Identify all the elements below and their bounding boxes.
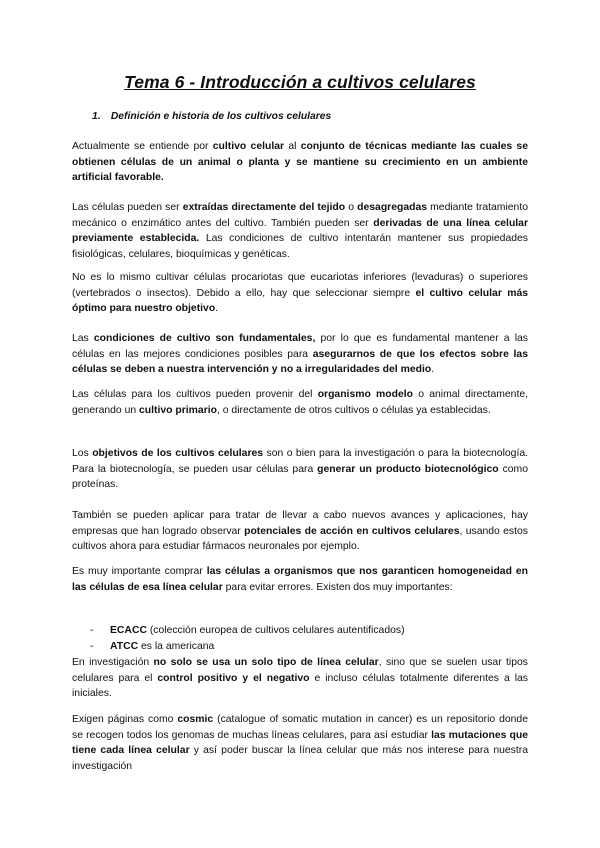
text: son o bien para la investigación o para la biotecnología. Para la biotecnología, se pueden usar células para bbox=[72, 448, 529, 475]
list-item bbox=[90, 623, 520, 639]
text: Actualmente se entiende por bbox=[72, 141, 213, 152]
bold-text: desagregadas bbox=[357, 202, 428, 213]
paragraph-5 bbox=[72, 387, 528, 418]
text: En investigación bbox=[72, 657, 154, 668]
bold-text: el cultivo celular más óptimo para nuestro objetivo bbox=[72, 287, 529, 315]
bold-text: condiciones de cultivo son fundamentales, bbox=[93, 333, 316, 344]
text: También se pueden aplicar para tratar de llevar a cabo nuevos avances y aplicaciones, hay empresas que han logrado observar bbox=[72, 510, 528, 537]
bold-text: objetivos de los cultivos celulares bbox=[92, 448, 264, 459]
text: o animal directamente, generando un bbox=[72, 389, 528, 416]
section-number: 1. bbox=[92, 111, 101, 122]
text: o bbox=[345, 202, 358, 213]
bold-text: cultivo celular bbox=[212, 141, 285, 152]
bold-text: conjunto de técnicas mediante las cuales se obtienen células de un animal o planta y se mantiene su crecimiento en un ambiente artificial favorable. bbox=[72, 141, 528, 184]
text: como proteínas. bbox=[72, 463, 528, 491]
bold-text: organismo modelo bbox=[317, 389, 413, 400]
text: (catalogue of somatic mutation in cancer) es un repositorio donde se recogen todos los genomas de muchas líneas celulares, para así estudiar bbox=[72, 714, 528, 741]
bold-text: potenciales de acción en cultivos celulares bbox=[244, 525, 460, 537]
section-heading bbox=[92, 111, 331, 122]
text: Las bbox=[72, 333, 94, 344]
bold-text: control positivo y el negativo bbox=[157, 672, 310, 684]
paragraph-10 bbox=[72, 712, 528, 774]
list-dash: - bbox=[90, 625, 94, 636]
bold-text: generar un producto biotecnológico bbox=[317, 463, 499, 475]
paragraph-1 bbox=[72, 139, 528, 186]
paragraph-9 bbox=[72, 655, 528, 702]
text: , o directamente de otros cultivos o células ya establecidas. bbox=[216, 404, 491, 416]
text: mediante tratamiento mecánico o enzimático antes del cultivo. También pueden ser bbox=[72, 202, 528, 229]
text: Es muy importante comprar bbox=[72, 566, 207, 577]
text: , sino que se suelen usar tipos celulares para el bbox=[72, 657, 528, 684]
text: Los bbox=[72, 448, 93, 459]
list-item-strong: ECACC bbox=[110, 625, 147, 636]
list-dash: - bbox=[90, 640, 94, 652]
list-item-text: (colección europea de cultivos celulares autentificados) bbox=[146, 625, 405, 636]
paragraph-8 bbox=[72, 564, 528, 595]
section-title: Definición e historia de los cultivos celulares bbox=[110, 111, 332, 122]
text: Las células para los cultivos pueden provenir del bbox=[72, 389, 318, 400]
page-title: Tema 6 - Introducción a cultivos celulares bbox=[124, 72, 476, 92]
bold-text: derivadas de una línea celular previamente establecida. bbox=[72, 217, 528, 245]
text: e incluso células totalmente diferentes a las iniciales. bbox=[72, 672, 528, 700]
text: por lo que es fundamental mantener a las células en las mejores condiciones posibles para bbox=[72, 333, 528, 360]
text: y así poder buscar la línea celular que más nos interese para nuestra investigación bbox=[72, 745, 528, 772]
paragraph-7 bbox=[72, 508, 528, 555]
list-item-strong: ATCC bbox=[110, 640, 139, 652]
bold-text: las células a organismos que nos garanticen homogeneidad en las células de esa línea celular bbox=[72, 566, 528, 593]
text: Exigen páginas como bbox=[72, 714, 178, 725]
text: Las células pueden ser bbox=[72, 202, 183, 213]
paragraph-4 bbox=[72, 331, 528, 378]
paragraph-3 bbox=[72, 270, 528, 317]
bold-text: cultivo primario bbox=[139, 404, 217, 416]
bold-text: no solo se usa un solo tipo de línea celular bbox=[153, 657, 379, 668]
text: , usando estos cultivos ahora para estudiar fármacos neuronales por ejemplo. bbox=[72, 525, 528, 553]
text: . bbox=[431, 364, 435, 376]
text: para evitar errores. Existen dos muy importantes: bbox=[222, 581, 453, 593]
text: No es lo mismo cultivar células procariotas que eucariotas inferiores (levaduras) o superiores (vertebrados o insectos). Debido a ello, hay que seleccionar siempre bbox=[72, 272, 528, 299]
bullet-list bbox=[90, 623, 520, 654]
paragraph-2 bbox=[72, 200, 528, 262]
bold-text: asegurarnos de que los efectos sobre las células se deben a nuestra intervención y no a irregularidades del medio bbox=[72, 348, 528, 376]
text: al bbox=[284, 141, 301, 152]
text: Las condiciones de cultivo intentarán mantener sus propiedades fisiológicas, celulares, bioquímicas y genéticas. bbox=[72, 233, 528, 260]
bold-text: cosmic bbox=[177, 714, 214, 725]
list-item-text: es la americana bbox=[138, 640, 215, 652]
list-item bbox=[90, 639, 520, 655]
paragraph-6 bbox=[72, 446, 528, 493]
text: . bbox=[215, 303, 219, 315]
bold-text: extraídas directamente del tejido bbox=[182, 202, 346, 213]
bold-text: las mutaciones que tiene cada línea celular bbox=[72, 729, 528, 757]
